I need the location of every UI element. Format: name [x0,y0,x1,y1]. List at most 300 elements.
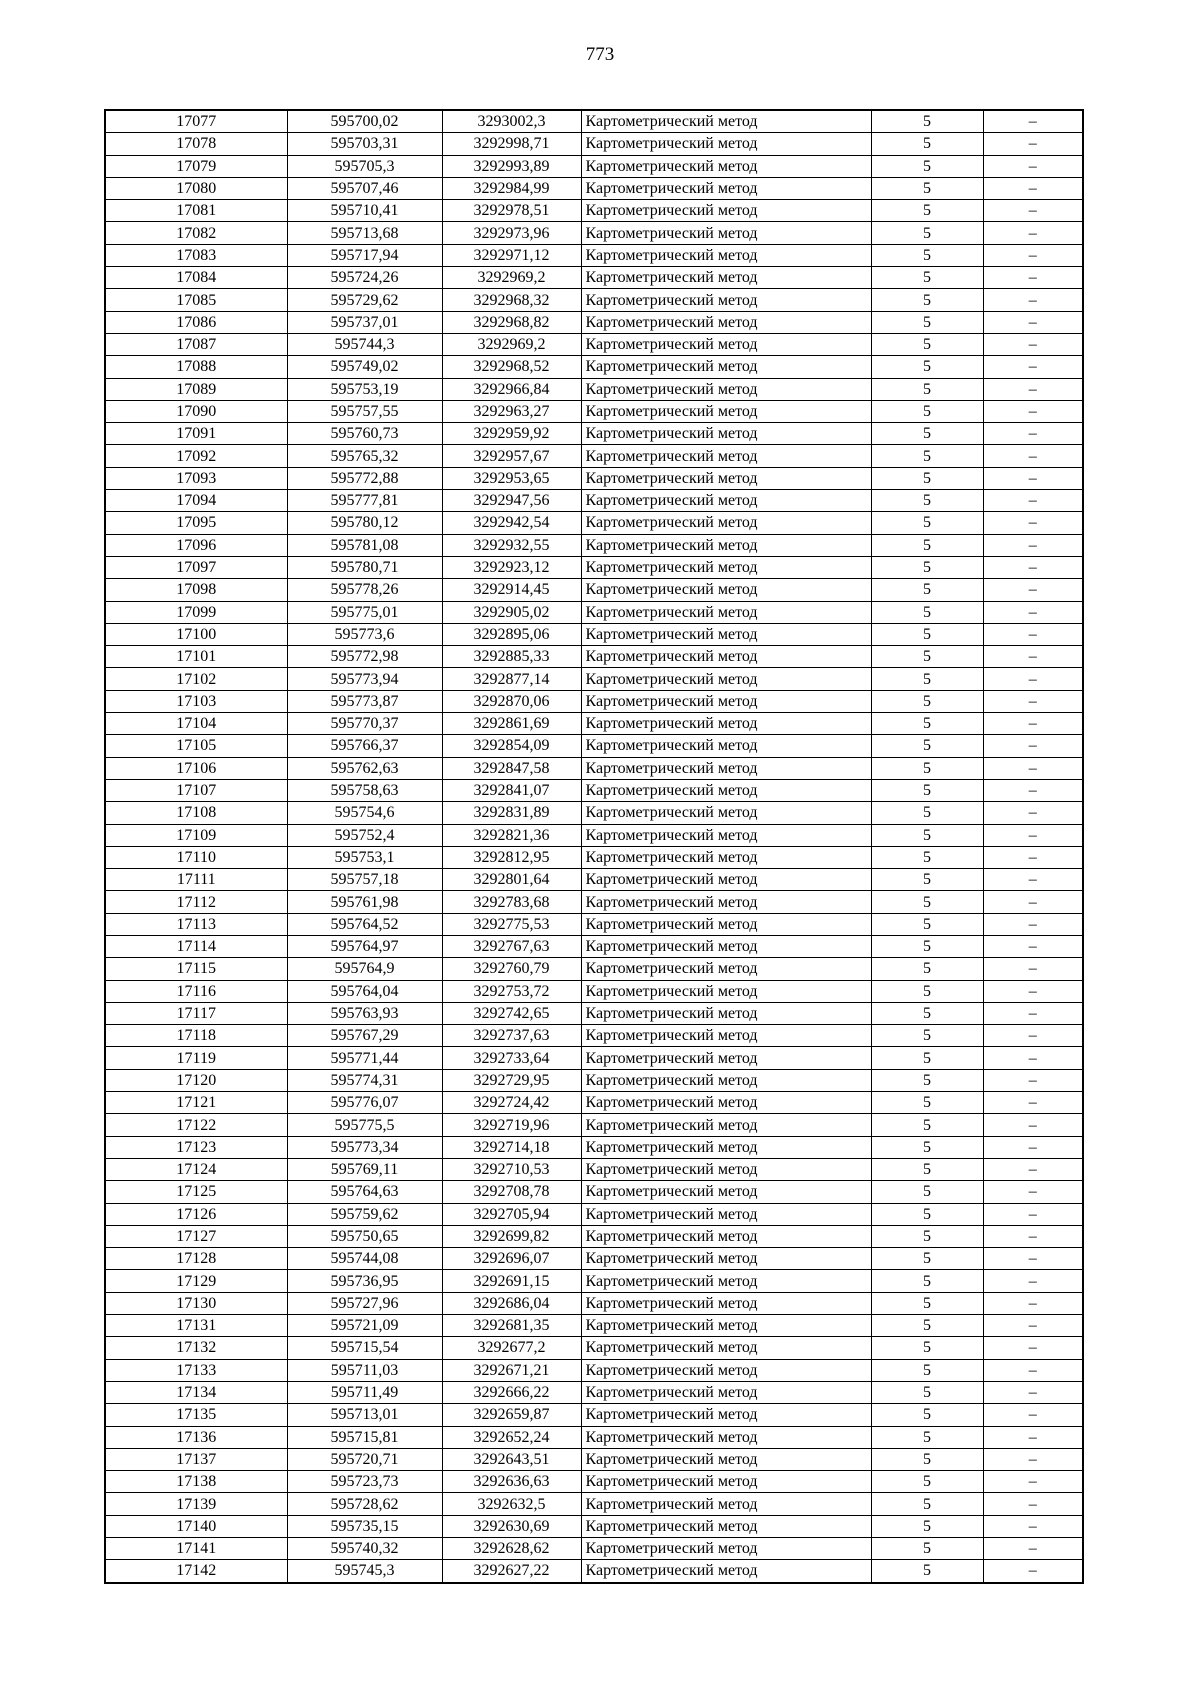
table-row [105,1315,1083,1337]
point-number-cell: 17100 [105,623,287,645]
x-coordinate-cell: 595773,94 [287,668,442,690]
note-cell: – [983,445,1083,467]
y-coordinate-cell: 3292742,65 [442,1002,581,1024]
x-coordinate-cell: 595764,9 [287,958,442,980]
point-number-cell: 17137 [105,1448,287,1470]
note-cell: – [983,200,1083,222]
table-row [105,779,1083,801]
accuracy-cell: 5 [871,200,983,222]
note-cell: – [983,1136,1083,1158]
point-number-cell: 17079 [105,155,287,177]
x-coordinate-cell: 595775,5 [287,1114,442,1136]
accuracy-cell: 5 [871,1069,983,1091]
point-number-cell: 17141 [105,1538,287,1560]
note-cell: – [983,1114,1083,1136]
table-row [105,1270,1083,1292]
point-number-cell: 17124 [105,1158,287,1180]
method-cell: Картометрический метод [581,445,871,467]
x-coordinate-cell: 595744,3 [287,333,442,355]
y-coordinate-cell: 3292686,04 [442,1292,581,1314]
method-cell: Картометрический метод [581,1002,871,1024]
table-row [105,735,1083,757]
method-cell: Картометрический метод [581,1359,871,1381]
method-cell: Картометрический метод [581,935,871,957]
point-number-cell: 17113 [105,913,287,935]
y-coordinate-cell: 3292969,2 [442,267,581,289]
y-coordinate-cell: 3292659,87 [442,1404,581,1426]
note-cell: – [983,1538,1083,1560]
x-coordinate-cell: 595764,52 [287,913,442,935]
accuracy-cell: 5 [871,1515,983,1537]
note-cell: – [983,222,1083,244]
point-number-cell: 17098 [105,579,287,601]
note-cell: – [983,356,1083,378]
table-row [105,133,1083,155]
note-cell: – [983,824,1083,846]
point-number-cell: 17109 [105,824,287,846]
method-cell: Картометрический метод [581,1315,871,1337]
x-coordinate-cell: 595720,71 [287,1448,442,1470]
method-cell: Картометрический метод [581,311,871,333]
point-number-cell: 17084 [105,267,287,289]
y-coordinate-cell: 3292841,07 [442,779,581,801]
point-number-cell: 17123 [105,1136,287,1158]
accuracy-cell: 5 [871,1315,983,1337]
page-number: 773 [585,44,615,65]
method-cell: Картометрический метод [581,1181,871,1203]
x-coordinate-cell: 595764,63 [287,1181,442,1203]
accuracy-cell: 5 [871,869,983,891]
table-row [105,1114,1083,1136]
y-coordinate-cell: 3292870,06 [442,690,581,712]
table-row [105,690,1083,712]
x-coordinate-cell: 595773,34 [287,1136,442,1158]
accuracy-cell: 5 [871,980,983,1002]
point-number-cell: 17126 [105,1203,287,1225]
table-row [105,356,1083,378]
note-cell: – [983,1515,1083,1537]
note-cell: – [983,1225,1083,1247]
table-row [105,311,1083,333]
point-number-cell: 17114 [105,935,287,957]
x-coordinate-cell: 595780,71 [287,556,442,578]
y-coordinate-cell: 3292953,65 [442,467,581,489]
table-row [105,623,1083,645]
note-cell: – [983,757,1083,779]
method-cell: Картометрический метод [581,757,871,779]
accuracy-cell: 5 [871,935,983,957]
x-coordinate-cell: 595717,94 [287,244,442,266]
x-coordinate-cell: 595764,04 [287,980,442,1002]
method-cell: Картометрический метод [581,1203,871,1225]
table-row [105,1538,1083,1560]
accuracy-cell: 5 [871,846,983,868]
point-number-cell: 17102 [105,668,287,690]
x-coordinate-cell: 595772,98 [287,646,442,668]
x-coordinate-cell: 595773,87 [287,690,442,712]
point-number-cell: 17080 [105,177,287,199]
note-cell: – [983,1248,1083,1270]
note-cell: – [983,1426,1083,1448]
accuracy-cell: 5 [871,958,983,980]
method-cell: Картометрический метод [581,646,871,668]
point-number-cell: 17087 [105,333,287,355]
x-coordinate-cell: 595766,37 [287,735,442,757]
y-coordinate-cell: 3292677,2 [442,1337,581,1359]
x-coordinate-cell: 595715,54 [287,1337,442,1359]
accuracy-cell: 5 [871,311,983,333]
point-number-cell: 17106 [105,757,287,779]
table-row [105,556,1083,578]
method-cell: Картометрический метод [581,779,871,801]
accuracy-cell: 5 [871,1404,983,1426]
accuracy-cell: 5 [871,333,983,355]
x-coordinate-cell: 595754,6 [287,802,442,824]
method-cell: Картометрический метод [581,467,871,489]
table-row [105,289,1083,311]
y-coordinate-cell: 3292724,42 [442,1092,581,1114]
point-number-cell: 17083 [105,244,287,266]
x-coordinate-cell: 595728,62 [287,1493,442,1515]
accuracy-cell: 5 [871,690,983,712]
note-cell: – [983,556,1083,578]
y-coordinate-cell: 3292767,63 [442,935,581,957]
y-coordinate-cell: 3292905,02 [442,601,581,623]
table-row [105,824,1083,846]
table-row [105,601,1083,623]
table-row [105,757,1083,779]
accuracy-cell: 5 [871,289,983,311]
table-row [105,155,1083,177]
accuracy-cell: 5 [871,824,983,846]
x-coordinate-cell: 595777,81 [287,490,442,512]
note-cell: – [983,1493,1083,1515]
x-coordinate-cell: 595762,63 [287,757,442,779]
accuracy-cell: 5 [871,1560,983,1583]
table-row [105,1337,1083,1359]
x-coordinate-cell: 595710,41 [287,200,442,222]
point-number-cell: 17119 [105,1047,287,1069]
point-number-cell: 17140 [105,1515,287,1537]
point-number-cell: 17089 [105,378,287,400]
x-coordinate-cell: 595764,97 [287,935,442,957]
note-cell: – [983,980,1083,1002]
point-number-cell: 17090 [105,400,287,422]
note-cell: – [983,1315,1083,1337]
x-coordinate-cell: 595729,62 [287,289,442,311]
y-coordinate-cell: 3292627,22 [442,1560,581,1583]
table-row [105,579,1083,601]
y-coordinate-cell: 3292681,35 [442,1315,581,1337]
y-coordinate-cell: 3292696,07 [442,1248,581,1270]
accuracy-cell: 5 [871,356,983,378]
y-coordinate-cell: 3292775,53 [442,913,581,935]
y-coordinate-cell: 3292942,54 [442,512,581,534]
accuracy-cell: 5 [871,177,983,199]
method-cell: Картометрический метод [581,423,871,445]
y-coordinate-cell: 3293002,3 [442,110,581,133]
accuracy-cell: 5 [871,222,983,244]
table-row [105,935,1083,957]
table-row [105,1515,1083,1537]
x-coordinate-cell: 595759,62 [287,1203,442,1225]
x-coordinate-cell: 595767,29 [287,1025,442,1047]
table-row [105,222,1083,244]
y-coordinate-cell: 3292643,51 [442,1448,581,1470]
method-cell: Картометрический метод [581,1069,871,1091]
point-number-cell: 17086 [105,311,287,333]
note-cell: – [983,1158,1083,1180]
y-coordinate-cell: 3292885,33 [442,646,581,668]
point-number-cell: 17135 [105,1404,287,1426]
method-cell: Картометрический метод [581,1471,871,1493]
accuracy-cell: 5 [871,1047,983,1069]
x-coordinate-cell: 595703,31 [287,133,442,155]
accuracy-cell: 5 [871,1181,983,1203]
table-row [105,1404,1083,1426]
y-coordinate-cell: 3292708,78 [442,1181,581,1203]
y-coordinate-cell: 3292968,32 [442,289,581,311]
y-coordinate-cell: 3292973,96 [442,222,581,244]
point-number-cell: 17110 [105,846,287,868]
point-number-cell: 17093 [105,467,287,489]
y-coordinate-cell: 3292923,12 [442,556,581,578]
accuracy-cell: 5 [871,244,983,266]
method-cell: Картометрический метод [581,601,871,623]
accuracy-cell: 5 [871,1248,983,1270]
table-row [105,1158,1083,1180]
point-number-cell: 17095 [105,512,287,534]
accuracy-cell: 5 [871,1448,983,1470]
note-cell: – [983,935,1083,957]
table-row [105,1002,1083,1024]
note-cell: – [983,1471,1083,1493]
x-coordinate-cell: 595721,09 [287,1315,442,1337]
note-cell: – [983,1448,1083,1470]
x-coordinate-cell: 595773,6 [287,623,442,645]
point-number-cell: 17138 [105,1471,287,1493]
y-coordinate-cell: 3292783,68 [442,891,581,913]
note-cell: – [983,1359,1083,1381]
note-cell: – [983,579,1083,601]
y-coordinate-cell: 3292753,72 [442,980,581,1002]
method-cell: Картометрический метод [581,1426,871,1448]
note-cell: – [983,846,1083,868]
x-coordinate-cell: 595770,37 [287,713,442,735]
accuracy-cell: 5 [871,1270,983,1292]
accuracy-cell: 5 [871,601,983,623]
y-coordinate-cell: 3292719,96 [442,1114,581,1136]
y-coordinate-cell: 3292831,89 [442,802,581,824]
table-row [105,110,1083,133]
note-cell: – [983,311,1083,333]
point-number-cell: 17116 [105,980,287,1002]
table-row [105,1292,1083,1314]
x-coordinate-cell: 595727,96 [287,1292,442,1314]
method-cell: Картометрический метод [581,110,871,133]
note-cell: – [983,1560,1083,1583]
table-row [105,333,1083,355]
point-number-cell: 17081 [105,200,287,222]
y-coordinate-cell: 3292847,58 [442,757,581,779]
method-cell: Картометрический метод [581,267,871,289]
table-row [105,1471,1083,1493]
point-number-cell: 17088 [105,356,287,378]
note-cell: – [983,423,1083,445]
method-cell: Картометрический метод [581,980,871,1002]
method-cell: Картометрический метод [581,177,871,199]
note-cell: – [983,1025,1083,1047]
y-coordinate-cell: 3292733,64 [442,1047,581,1069]
note-cell: – [983,1292,1083,1314]
x-coordinate-cell: 595723,73 [287,1471,442,1493]
y-coordinate-cell: 3292993,89 [442,155,581,177]
note-cell: – [983,601,1083,623]
accuracy-cell: 5 [871,155,983,177]
point-number-cell: 17129 [105,1270,287,1292]
coordinates-table [104,109,1084,1584]
note-cell: – [983,1404,1083,1426]
table-row [105,1203,1083,1225]
note-cell: – [983,891,1083,913]
note-cell: – [983,110,1083,133]
method-cell: Картометрический метод [581,400,871,422]
method-cell: Картометрический метод [581,1136,871,1158]
note-cell: – [983,133,1083,155]
accuracy-cell: 5 [871,1136,983,1158]
coordinates-table-body [105,110,1083,1583]
point-number-cell: 17139 [105,1493,287,1515]
point-number-cell: 17078 [105,133,287,155]
method-cell: Картометрический метод [581,1448,871,1470]
y-coordinate-cell: 3292984,99 [442,177,581,199]
y-coordinate-cell: 3292652,24 [442,1426,581,1448]
x-coordinate-cell: 595749,02 [287,356,442,378]
point-number-cell: 17112 [105,891,287,913]
y-coordinate-cell: 3292760,79 [442,958,581,980]
table-row [105,958,1083,980]
table-row [105,802,1083,824]
point-number-cell: 17077 [105,110,287,133]
table-row [105,1426,1083,1448]
method-cell: Картометрический метод [581,534,871,556]
y-coordinate-cell: 3292812,95 [442,846,581,868]
table-row [105,467,1083,489]
table-row [105,913,1083,935]
method-cell: Картометрический метод [581,623,871,645]
x-coordinate-cell: 595740,32 [287,1538,442,1560]
x-coordinate-cell: 595758,63 [287,779,442,801]
note-cell: – [983,333,1083,355]
point-number-cell: 17082 [105,222,287,244]
x-coordinate-cell: 595736,95 [287,1270,442,1292]
note-cell: – [983,779,1083,801]
method-cell: Картометрический метод [581,200,871,222]
method-cell: Картометрический метод [581,1515,871,1537]
point-number-cell: 17122 [105,1114,287,1136]
accuracy-cell: 5 [871,556,983,578]
x-coordinate-cell: 595744,08 [287,1248,442,1270]
y-coordinate-cell: 3292821,36 [442,824,581,846]
method-cell: Картометрический метод [581,222,871,244]
point-number-cell: 17121 [105,1092,287,1114]
x-coordinate-cell: 595752,4 [287,824,442,846]
method-cell: Картометрический метод [581,1493,871,1515]
note-cell: – [983,646,1083,668]
table-row [105,1248,1083,1270]
method-cell: Картометрический метод [581,1114,871,1136]
point-number-cell: 17127 [105,1225,287,1247]
point-number-cell: 17091 [105,423,287,445]
table-row [105,200,1083,222]
y-coordinate-cell: 3292957,67 [442,445,581,467]
y-coordinate-cell: 3292978,51 [442,200,581,222]
x-coordinate-cell: 595775,01 [287,601,442,623]
y-coordinate-cell: 3292959,92 [442,423,581,445]
x-coordinate-cell: 595778,26 [287,579,442,601]
method-cell: Картометрический метод [581,846,871,868]
x-coordinate-cell: 595750,65 [287,1225,442,1247]
method-cell: Картометрический метод [581,1381,871,1403]
accuracy-cell: 5 [871,1002,983,1024]
accuracy-cell: 5 [871,579,983,601]
y-coordinate-cell: 3292854,09 [442,735,581,757]
accuracy-cell: 5 [871,1092,983,1114]
point-number-cell: 17132 [105,1337,287,1359]
note-cell: – [983,713,1083,735]
note-cell: – [983,244,1083,266]
y-coordinate-cell: 3292969,2 [442,333,581,355]
x-coordinate-cell: 595707,46 [287,177,442,199]
accuracy-cell: 5 [871,1292,983,1314]
table-row [105,1136,1083,1158]
y-coordinate-cell: 3292671,21 [442,1359,581,1381]
note-cell: – [983,1381,1083,1403]
method-cell: Картометрический метод [581,133,871,155]
x-coordinate-cell: 595757,18 [287,869,442,891]
method-cell: Картометрический метод [581,1248,871,1270]
x-coordinate-cell: 595761,98 [287,891,442,913]
method-cell: Картометрический метод [581,824,871,846]
note-cell: – [983,400,1083,422]
point-number-cell: 17115 [105,958,287,980]
note-cell: – [983,1002,1083,1024]
accuracy-cell: 5 [871,110,983,133]
accuracy-cell: 5 [871,735,983,757]
method-cell: Картометрический метод [581,1270,871,1292]
x-coordinate-cell: 595700,02 [287,110,442,133]
note-cell: – [983,869,1083,891]
method-cell: Картометрический метод [581,1092,871,1114]
x-coordinate-cell: 595772,88 [287,467,442,489]
point-number-cell: 17103 [105,690,287,712]
y-coordinate-cell: 3292877,14 [442,668,581,690]
point-number-cell: 17134 [105,1381,287,1403]
point-number-cell: 17130 [105,1292,287,1314]
y-coordinate-cell: 3292968,52 [442,356,581,378]
table-row [105,668,1083,690]
table-row [105,980,1083,1002]
accuracy-cell: 5 [871,668,983,690]
method-cell: Картометрический метод [581,1337,871,1359]
x-coordinate-cell: 595753,19 [287,378,442,400]
table-row [105,244,1083,266]
note-cell: – [983,690,1083,712]
y-coordinate-cell: 3292963,27 [442,400,581,422]
method-cell: Картометрический метод [581,244,871,266]
y-coordinate-cell: 3292714,18 [442,1136,581,1158]
accuracy-cell: 5 [871,467,983,489]
